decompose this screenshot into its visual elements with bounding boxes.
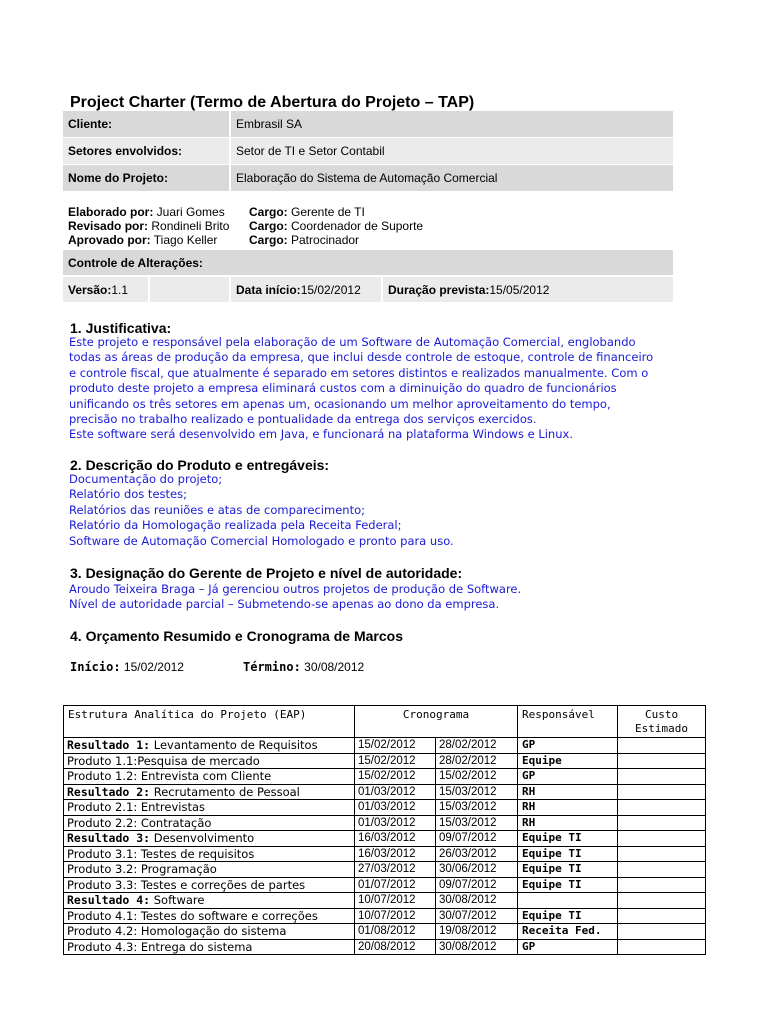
end-date-cell: 15/02/2012 — [436, 769, 518, 785]
section-1-line: Este software será desenvolvido em Java, e funcionará na plataforma Windows e Linux. — [69, 427, 573, 442]
duracao-cell — [388, 277, 549, 302]
setores-value: Setor de TI e Setor Contabil — [236, 144, 385, 158]
custo-cell — [618, 738, 706, 754]
table-row — [64, 784, 706, 800]
eap-item-text: Produto 3.3: Testes e correções de partes — [67, 877, 306, 892]
table-row — [64, 893, 706, 909]
section-1-title: 1. Justificativa: — [70, 320, 172, 336]
table-header-row — [64, 706, 706, 738]
table-row — [64, 800, 706, 816]
custo-cell — [618, 862, 706, 878]
custo-cell — [618, 924, 706, 940]
start-date-cell: 15/02/2012 — [355, 738, 436, 754]
eap-item-cell — [64, 815, 355, 831]
start-date-cell: 16/03/2012 — [355, 846, 436, 862]
custo-cell — [618, 939, 706, 955]
elaborado-label: Elaborado por: — [68, 205, 154, 219]
aprovado-value: Tiago Keller — [150, 233, 218, 247]
versao-value: 1.1 — [111, 282, 129, 297]
aprovado-label: Aprovado por: — [68, 233, 151, 247]
custo-cell — [618, 753, 706, 769]
custo-cell — [618, 908, 706, 924]
start-date-cell: 16/03/2012 — [355, 831, 436, 847]
section-3-body — [69, 582, 521, 613]
custo-cell — [618, 877, 706, 893]
start-date-cell: 01/08/2012 — [355, 924, 436, 940]
responsavel-cell: Equipe TI — [518, 877, 618, 893]
cargo-label: Cargo: — [249, 219, 288, 233]
deliverable-item: Software de Automação Comercial Homologado e pronto para uso. — [69, 533, 454, 548]
eap-item-text: Desenvolvimento — [150, 831, 255, 846]
table-row — [64, 846, 706, 862]
eap-item-cell — [64, 831, 355, 847]
nome-projeto-label: Nome do Projeto: — [68, 171, 169, 185]
eap-item-cell — [64, 862, 355, 878]
people-block — [68, 205, 229, 247]
eap-item-cell — [64, 893, 355, 909]
custo-cell — [618, 815, 706, 831]
start-date-cell: 01/03/2012 — [355, 800, 436, 816]
responsavel-cell: RH — [518, 815, 618, 831]
inicio-value: 15/02/2012 — [123, 660, 184, 674]
eap-item-text: Produto 4.1: Testes do software e correções — [67, 908, 318, 923]
header-responsavel: Responsável — [518, 706, 618, 738]
table-row — [64, 831, 706, 847]
termino-value: 30/08/2012 — [304, 660, 365, 674]
nome-projeto-value: Elaboração do Sistema de Automação Comercial — [236, 171, 498, 185]
end-date-cell: 09/07/2012 — [436, 877, 518, 893]
cliente-row — [63, 111, 673, 137]
termino-date — [243, 660, 364, 674]
responsavel-cell: Equipe TI — [518, 846, 618, 862]
end-date-cell: 30/08/2012 — [436, 939, 518, 955]
responsavel-cell: GP — [518, 738, 618, 754]
versao-row — [63, 277, 673, 302]
header-custo: Custo Estimado — [618, 706, 706, 738]
result-label: Resultado 3: — [67, 831, 151, 846]
start-date-cell: 10/07/2012 — [355, 893, 436, 909]
inicio-label: Início: — [70, 660, 121, 674]
revisado-value: Rondineli Brito — [148, 219, 230, 233]
section-1-line: produto deste projeto a empresa eliminará custos com a diminuição do quadro de funcionários — [69, 381, 617, 396]
table-row — [64, 862, 706, 878]
inicio-date — [70, 660, 184, 674]
section-1-line: unificando os três setores em apenas um, ocasionando um melhor aproveitamento do tempo, — [69, 396, 611, 411]
eap-item-text: Produto 4.3: Entrega do sistema — [67, 939, 253, 954]
section-1-line: todas as áreas de produção da empresa, que inclui desde controle de estoque, controle de financeiro — [69, 350, 654, 365]
eap-item-cell — [64, 784, 355, 800]
section-3-title: 3. Designação do Gerente de Projeto e nível de autoridade: — [70, 565, 463, 581]
eap-item-cell — [64, 877, 355, 893]
termino-label: Término: — [243, 660, 301, 674]
responsavel-cell: GP — [518, 939, 618, 955]
custo-cell — [618, 846, 706, 862]
table-row — [64, 815, 706, 831]
eap-item-text: Produto 4.2: Homologação do sistema — [67, 924, 287, 939]
deliverable-item: Relatório dos testes; — [69, 487, 187, 502]
eap-item-cell — [64, 846, 355, 862]
eap-item-cell — [64, 939, 355, 955]
responsavel-cell: Equipe TI — [518, 862, 618, 878]
end-date-cell: 30/06/2012 — [436, 862, 518, 878]
section-1-line: Este projeto e responsável pela elaboração de um Software de Automação Comercial, englobando — [69, 335, 636, 349]
start-date-cell: 20/08/2012 — [355, 939, 436, 955]
revisado-label: Revisado por: — [68, 219, 149, 233]
end-date-cell: 30/08/2012 — [436, 893, 518, 909]
table-row — [64, 753, 706, 769]
nome-projeto-row — [63, 165, 673, 191]
start-date-cell: 01/07/2012 — [355, 877, 436, 893]
eap-item-text: Produto 1.1:Pesquisa de mercado — [67, 753, 260, 768]
result-label: Resultado 1: — [67, 738, 151, 753]
section-1-line: e controle fiscal, que atualmente é separado em setores distintos e realizados manualmente. Com o — [69, 365, 649, 380]
cargo-label: Cargo: — [249, 205, 288, 219]
section-3-line: Nível de autoridade parcial – Submetendo-se apenas ao dono da empresa. — [69, 597, 500, 612]
cargo-value-2: Coordenador de Suporte — [287, 219, 424, 233]
deliverable-item: Documentação do projeto; — [69, 472, 223, 486]
custo-cell — [618, 769, 706, 785]
start-date-cell: 10/07/2012 — [355, 908, 436, 924]
end-date-cell: 15/03/2012 — [436, 815, 518, 831]
setores-label: Setores envolvidos: — [68, 144, 183, 158]
section-2-body — [69, 472, 454, 549]
responsavel-cell: Equipe TI — [518, 831, 618, 847]
eap-item-cell — [64, 738, 355, 754]
eap-item-text: Software — [150, 893, 205, 908]
end-date-cell: 30/07/2012 — [436, 908, 518, 924]
result-label: Resultado 4: — [67, 893, 151, 908]
cargo-block — [249, 205, 423, 247]
responsavel-cell — [518, 893, 618, 909]
section-4-title: 4. Orçamento Resumido e Cronograma de Marcos — [70, 628, 403, 644]
custo-cell — [618, 831, 706, 847]
eap-table-body — [64, 738, 706, 955]
eap-item-cell — [64, 769, 355, 785]
data-inicio-label: Data início: — [236, 282, 301, 297]
data-inicio-cell — [236, 277, 361, 302]
custo-cell — [618, 784, 706, 800]
eap-item-cell — [64, 753, 355, 769]
versao-cell — [68, 277, 128, 302]
deliverable-item: Relatórios das reuniões e atas de comparecimento; — [69, 502, 365, 517]
table-row — [64, 877, 706, 893]
start-date-cell: 27/03/2012 — [355, 862, 436, 878]
responsavel-cell: Receita Fed. — [518, 924, 618, 940]
end-date-cell: 19/08/2012 — [436, 924, 518, 940]
end-date-cell: 26/03/2012 — [436, 846, 518, 862]
eap-item-text: Produto 1.2: Entrevista com Cliente — [67, 769, 272, 784]
cargo-value-1: Gerente de TI — [287, 205, 365, 219]
custo-cell — [618, 893, 706, 909]
eap-item-text: Levantamento de Requisitos — [150, 738, 318, 753]
section-1-line: precisão no trabalho realizado e pontualidade da entrega dos serviços exercidos. — [69, 412, 537, 427]
eap-item-cell — [64, 908, 355, 924]
section-2-title: 2. Descrição do Produto e entregáveis: — [70, 457, 330, 473]
cliente-value: Embrasil SA — [236, 117, 303, 131]
end-date-cell: 28/02/2012 — [436, 738, 518, 754]
document-title: Project Charter (Termo de Abertura do Projeto – TAP) — [70, 94, 475, 111]
responsavel-cell: Equipe TI — [518, 908, 618, 924]
end-date-cell: 09/07/2012 — [436, 831, 518, 847]
end-date-cell: 15/03/2012 — [436, 784, 518, 800]
table-row — [64, 738, 706, 754]
header-cronograma: Cronograma — [355, 706, 518, 738]
controle-label: Controle de Alterações: — [68, 255, 203, 270]
table-row — [64, 769, 706, 785]
header-eap: Estrutura Analítica do Projeto (EAP) — [64, 706, 355, 738]
section-1-body — [69, 335, 699, 443]
duracao-value: 15/05/2012 — [489, 282, 550, 297]
table-row — [64, 939, 706, 955]
custo-cell — [618, 800, 706, 816]
deliverable-item: Relatório da Homologação realizada pela Receita Federal; — [69, 518, 402, 533]
eap-table — [63, 705, 706, 955]
eap-item-text: Produto 2.1: Entrevistas — [67, 800, 206, 815]
table-row — [64, 908, 706, 924]
end-date-cell: 28/02/2012 — [436, 753, 518, 769]
cargo-label: Cargo: — [249, 233, 288, 247]
start-date-cell: 15/02/2012 — [355, 769, 436, 785]
table-row — [64, 924, 706, 940]
eap-item-text: Recrutamento de Pessoal — [150, 784, 300, 799]
elaborado-value: Juari Gomes — [153, 205, 225, 219]
versao-label: Versão: — [68, 282, 112, 297]
result-label: Resultado 2: — [67, 784, 151, 799]
responsavel-cell: Equipe — [518, 753, 618, 769]
eap-item-text: Produto 3.2: Programação — [67, 862, 217, 877]
controle-row — [63, 250, 673, 275]
responsavel-cell: RH — [518, 800, 618, 816]
eap-item-cell — [64, 800, 355, 816]
eap-item-cell — [64, 924, 355, 940]
section-3-line: Aroudo Teixeira Braga – Já gerenciou outros projetos de produção de Software. — [69, 582, 522, 596]
end-date-cell: 15/03/2012 — [436, 800, 518, 816]
start-date-cell: 01/03/2012 — [355, 784, 436, 800]
start-date-cell: 15/02/2012 — [355, 753, 436, 769]
start-date-cell: 01/03/2012 — [355, 815, 436, 831]
responsavel-cell: RH — [518, 784, 618, 800]
eap-item-text: Produto 2.2: Contratação — [67, 815, 212, 830]
data-inicio-value: 15/02/2012 — [300, 282, 361, 297]
eap-item-text: Produto 3.1: Testes de requisitos — [67, 846, 255, 861]
responsavel-cell: GP — [518, 769, 618, 785]
setores-row — [63, 138, 673, 164]
cliente-label: Cliente: — [68, 117, 113, 131]
cargo-value-3: Patrocinador — [287, 233, 360, 247]
duracao-label: Duração prevista: — [388, 282, 490, 297]
